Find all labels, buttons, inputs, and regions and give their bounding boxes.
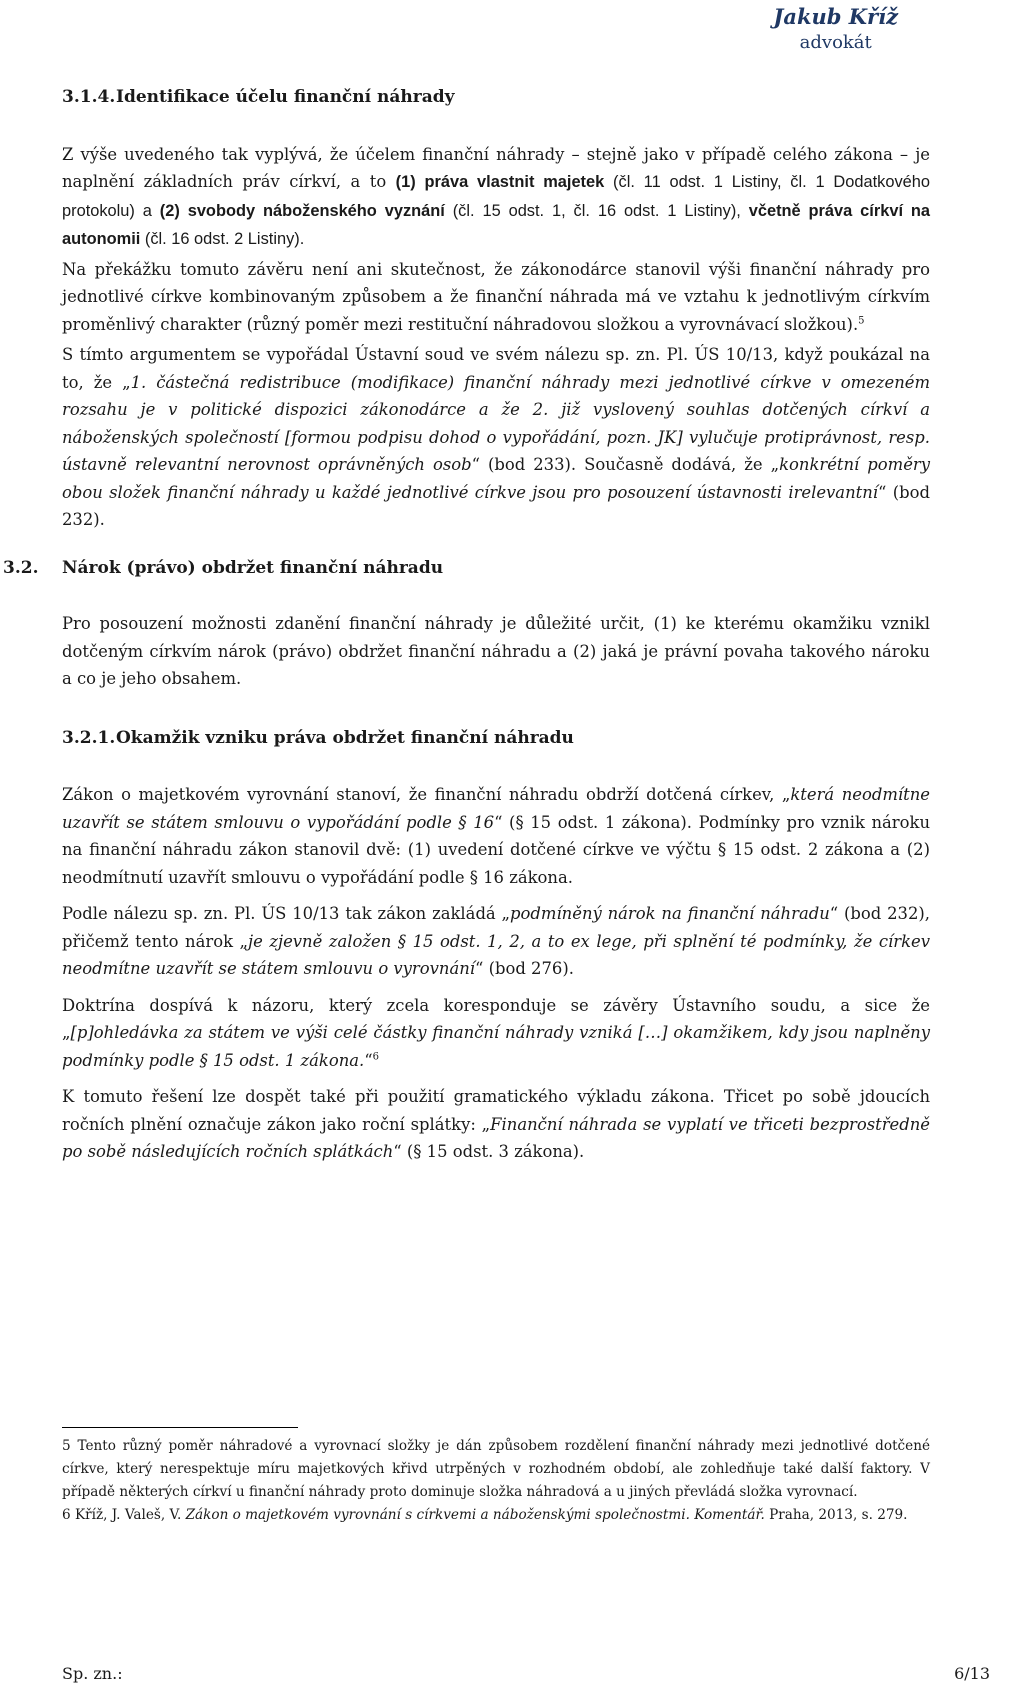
page-content bbox=[3, 84, 990, 1683]
paragraph: K tomuto řešení lze dospět také při použití gramatického výkladu zákona. Třicet po sobě jdoucích ročních plnění označuje zákon jako roční splátky: „Finanční náhrada se vyplatí ve třiceti bezprostředně po sobě následujících ročních splátkách“ (§ 15 odst. 3 zákona). bbox=[62, 1087, 930, 1161]
paragraph: Zákon o majetkovém vyrovnání stanoví, že finanční náhradu obdrží dotčená církev, „která neodmítne uzavřít se státem smlouvu o vypořádání podle § 16“ (§ 15 odst. 1 zákona). Podmínky pro vznik nároku na finanční náhradu zákon stanovil dvě: (1) uvedení dotčené církve ve výčtu § 15 odst. 2 zákona a (2) neodmítnutí uzavřít smlouvu o vypořádání podle § 16 zákona. bbox=[62, 785, 931, 887]
paragraph: Z výše uvedeného tak vyplývá, že účelem finanční náhrady – stejně jako v případě celého zákona – je naplnění základních práv církví, a to (1) práva vlastnit majetek (čl. 11 odst. 1 Listiny, čl. 1 Dodatkového protokolu) a (2) svobody náboženského vyznání (čl. 15 odst. 1, čl. 16 odst. 1 Listiny), včetně práva církví na autonomii (čl. 16 odst. 2 Listiny). bbox=[62, 144, 931, 248]
footnotes bbox=[62, 1435, 930, 1527]
footnote-ref: 5 bbox=[858, 315, 865, 327]
case-number-label: Sp. zn.: bbox=[62, 1664, 123, 1683]
paragraph: Na překážku tomuto závěru není ani skutečnost, že zákonodárce stanovil výši finanční náhrady pro jednotlivé církve kombinovaným způsobem a že finanční náhrada má ve vztahu k jednotlivým církvím proměnlivý charakter (různý poměr mezi restituční náhradovou složkou a vyrovnávací složkou).$^5$ bbox=[62, 259, 930, 334]
page-number: 6/13 bbox=[954, 1664, 990, 1683]
heading-3-2-1: 3.2.1.Okamžik vzniku práva obdržet finanční náhradu bbox=[62, 727, 574, 748]
paragraph: Podle nálezu sp. zn. Pl. ÚS 10/13 tak zákon zakládá „podmíněný nárok na finanční náhradu“ (bod 232), přičemž tento nárok „je zjevně založen § 15 odst. 1, 2, a to ex lege, při splnění té podmínky, že církev neodmítne uzavřít se státem smlouvu o vyrovnání“ (bod 276). bbox=[62, 904, 930, 978]
heading-3-1-4: 3.1.4.Identifikace účelu finanční náhrady bbox=[62, 87, 455, 107]
paragraph: S tímto argumentem se vypořádal Ústavní soud ve svém nálezu sp. zn. Pl. ÚS 10/13, když poukázal na to, že „1. částečná redistribuce (modifikace) finanční náhrady mezi jednotlivé církve v omezeném rozsahu je v politické dispozici zákonodárce a že 2. již vyslovený souhlas dotčených církví a náboženských společností [formou podpisu dohod o vypořádání, pozn. JK] vylučuje protiprávnost, resp. ústavně relevantní nerovnost oprávněných osob“ (bod 233). Současně dodává, že „konkrétní poměry obou složek finanční náhrady u každé jednotlivé církve jsou pro posouzení ústavnosti irelevantní“ (bod 232). bbox=[62, 345, 930, 529]
footnote-6: 6 Kříž, J. Valeš, V. Zákon o majetkovém vyrovnání s církvemi a náboženskými společnostmi. Komentář. Praha, 2013, s. 279. bbox=[62, 1507, 908, 1523]
paragraph: Pro posouzení možnosti zdanění finanční náhrady je důležité určit, (1) ke kterému okamžiku vznikl dotčeným církvím nárok (právo) obdržet finanční náhradu a (2) jaká je právní povaha takového nároku a co je jeho obsahem. bbox=[62, 614, 930, 688]
page-header bbox=[773, 4, 898, 56]
footnote-5: 5 Tento různý poměr náhradové a vyrovnací složky je dán způsobem rozdělení finanční náhrady mezi jednotlivé dotčené církve, který nerespektuje míru majetkových křivd utrpěných v rozhodném období, ale zohledňuje také další faktory. V případě některých církví u finanční náhrady proto dominuje složka náhradová a u jiných převládá složka vyrovnací. bbox=[62, 1438, 930, 1500]
heading-3-2: 3.2. Nárok (právo) obdržet finanční náhradu bbox=[3, 557, 444, 578]
footnote-divider bbox=[62, 1427, 298, 1428]
footnote-ref: 6 bbox=[372, 1051, 380, 1063]
paragraph: Doktrína dospívá k názoru, který zcela koresponduje se závěry Ústavního soudu, a sice že „[p]ohledávka za státem ve výši celé částky finanční náhrady vzniká […] okamžikem, kdy jsou naplněny podmínky podle § 15 odst. 1 zákona.“$^6$ bbox=[62, 995, 930, 1070]
author-role: advokát bbox=[799, 32, 872, 53]
author-name: Jakub Kříž bbox=[773, 4, 898, 29]
